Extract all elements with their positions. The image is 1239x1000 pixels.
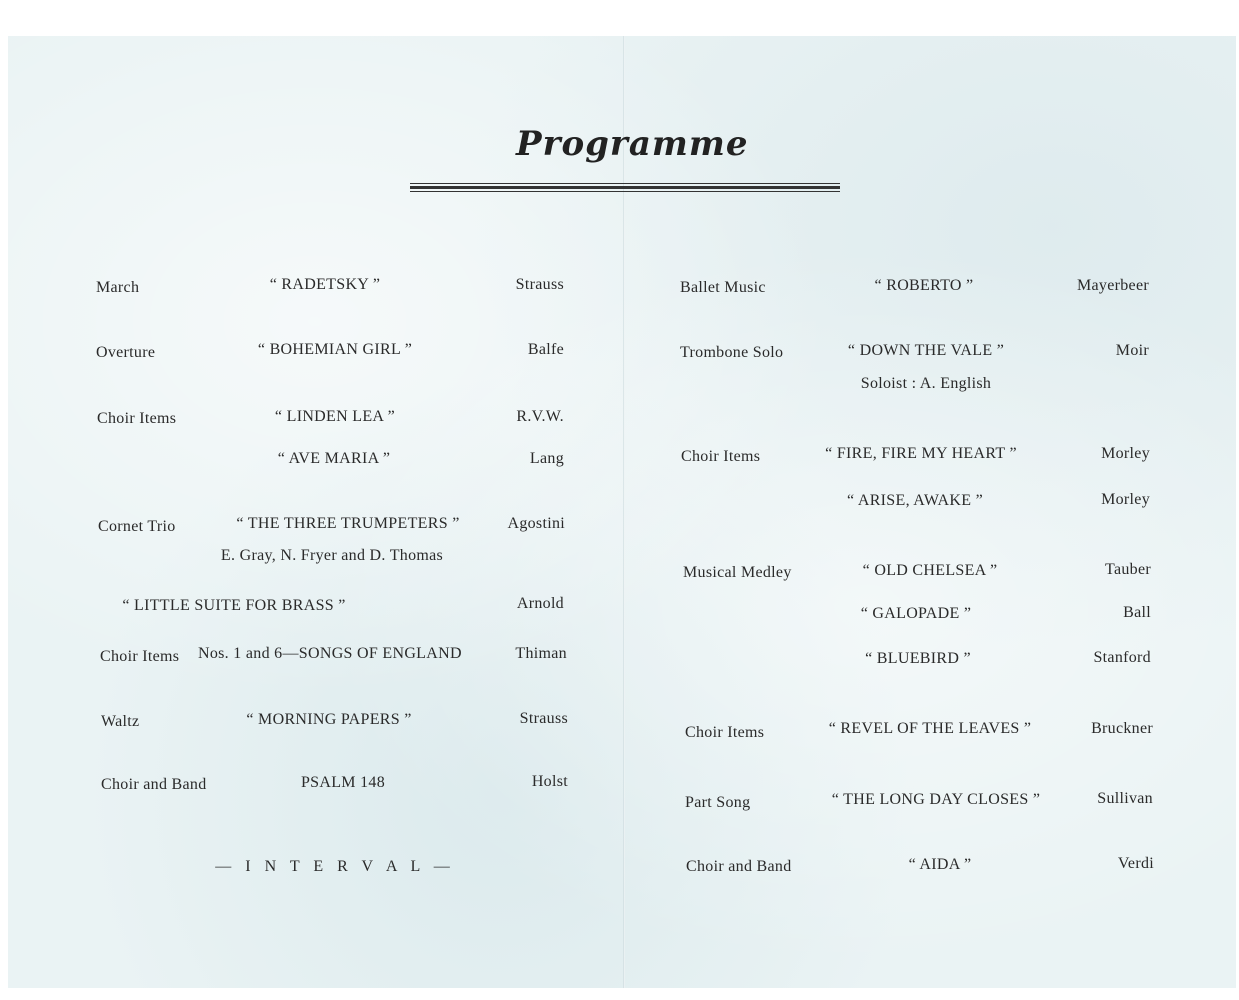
left-item-piece: “ MORNING PAPERS ” bbox=[246, 711, 412, 728]
title-rule bbox=[410, 183, 840, 194]
left-item-piece: Nos. 1 and 6—SONGS OF ENGLAND bbox=[198, 645, 462, 662]
left-item-composer: Balfe bbox=[527, 341, 564, 358]
right-item-kind: Choir and Band bbox=[686, 858, 792, 875]
right-item-composer: Ball bbox=[1123, 604, 1151, 621]
right-item-kind: Ballet Music bbox=[680, 279, 766, 296]
left-item-piece: “ RADETSKY ” bbox=[269, 276, 381, 293]
interval-label: — I N T E R V A L — bbox=[215, 858, 455, 875]
programme-title: Programme bbox=[516, 124, 749, 164]
left-item-composer: Strauss bbox=[515, 276, 564, 293]
right-item-piece: “ ROBERTO ” bbox=[874, 277, 974, 294]
left-item-composer: Agostini bbox=[507, 515, 565, 532]
right-item-kind: Part Song bbox=[685, 794, 751, 811]
right-item-piece: “ THE LONG DAY CLOSES ” bbox=[831, 791, 1041, 808]
left-item-composer: Holst bbox=[531, 773, 568, 790]
right-item-composer: Stanford bbox=[1093, 649, 1151, 666]
left-item-performers: E. Gray, N. Fryer and D. Thomas bbox=[220, 547, 444, 564]
left-item-kind: Overture bbox=[96, 344, 156, 361]
left-item-composer: Thiman bbox=[515, 645, 567, 662]
left-item-composer: Lang bbox=[529, 450, 564, 467]
left-item-piece: “ LINDEN LEA ” bbox=[274, 408, 396, 425]
left-item-kind: Choir Items bbox=[100, 648, 180, 665]
left-item-piece: “ THE THREE TRUMPETERS ” bbox=[236, 515, 460, 532]
right-item-composer: Morley bbox=[1101, 491, 1150, 508]
right-item-piece: “ REVEL OF THE LEAVES ” bbox=[828, 720, 1032, 737]
right-item-composer: Tauber bbox=[1105, 561, 1151, 578]
right-item-piece: “ AIDA ” bbox=[908, 856, 972, 873]
right-item-piece: “ DOWN THE VALE ” bbox=[847, 342, 1005, 359]
right-item-piece: “ ARISE, AWAKE ” bbox=[847, 492, 983, 509]
left-item-piece: “ LITTLE SUITE FOR BRASS ” bbox=[122, 597, 346, 614]
left-item-kind: Choir Items bbox=[97, 410, 177, 427]
right-item-composer: Mayerbeer bbox=[1077, 277, 1149, 294]
left-item-composer: Arnold bbox=[516, 595, 564, 612]
left-item-kind: Choir and Band bbox=[101, 776, 207, 793]
center-fold bbox=[623, 36, 625, 988]
right-item-composer: Sullivan bbox=[1097, 790, 1153, 807]
right-item-kind: Musical Medley bbox=[683, 564, 792, 581]
right-item-piece: “ OLD CHELSEA ” bbox=[862, 562, 998, 579]
right-item-composer: Moir bbox=[1115, 342, 1149, 359]
left-item-piece: “ AVE MARIA ” bbox=[277, 450, 391, 467]
right-item-soloist: Soloist : A. English bbox=[860, 375, 992, 392]
right-item-composer: Bruckner bbox=[1091, 720, 1153, 737]
programme-sheet bbox=[8, 36, 1236, 988]
left-item-composer: Strauss bbox=[519, 710, 568, 727]
right-item-composer: Morley bbox=[1101, 445, 1150, 462]
left-item-kind: Waltz bbox=[101, 713, 140, 730]
right-item-piece: “ FIRE, FIRE MY HEART ” bbox=[825, 445, 1017, 462]
right-item-kind: Trombone Solo bbox=[680, 344, 784, 361]
left-item-piece: “ BOHEMIAN GIRL ” bbox=[257, 341, 413, 358]
right-item-composer: Verdi bbox=[1117, 855, 1154, 872]
left-item-kind: Cornet Trio bbox=[98, 518, 176, 535]
right-item-piece: “ GALOPADE ” bbox=[860, 605, 972, 622]
right-item-kind: Choir Items bbox=[681, 448, 761, 465]
left-item-kind: March bbox=[96, 279, 140, 296]
right-item-kind: Choir Items bbox=[685, 724, 765, 741]
left-item-piece: PSALM 148 bbox=[300, 774, 386, 791]
right-item-piece: “ BLUEBIRD ” bbox=[865, 650, 971, 667]
left-item-composer: R.V.W. bbox=[516, 408, 564, 425]
